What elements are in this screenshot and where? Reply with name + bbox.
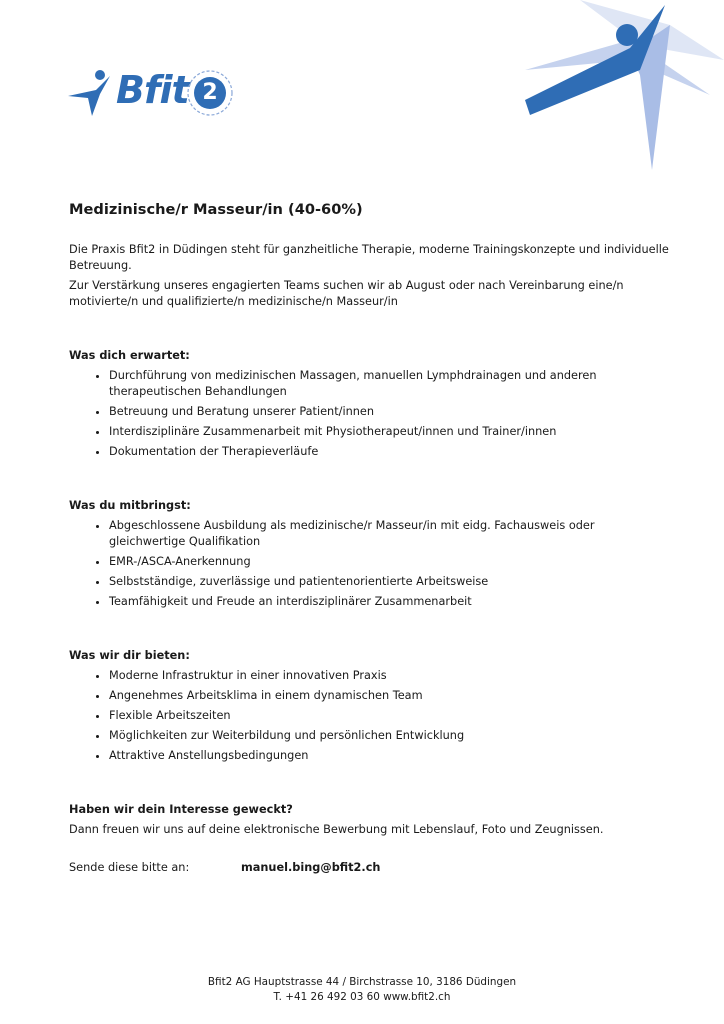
list-item: • Möglichkeiten zur Weiterbildung und persönlichen Entwicklung [109, 728, 669, 744]
logo-wordmark: Bfit [116, 68, 189, 112]
footer-address: Bfit2 AG Hauptstrasse 44 / Birchstrasse 10, 3186 Düdingen [207, 976, 517, 988]
section-heading: Was dich erwartet: [69, 349, 190, 362]
job-posting [69, 200, 669, 876]
intro-paragraph: Die Praxis Bfit2 in Düdingen steht für ganzheitliche Therapie, moderne Trainingskonzepte und individuelle Betreuung. [69, 243, 669, 272]
list-item: • EMR-/ASCA-Anerkennung [109, 554, 669, 570]
intro-paragraph: Zur Verstärkung unseres engagierten Teams suchen wir ab August oder nach Vereinbarung eine/n motivierte/n und qualifizierte/n medizinische/n Masseur/in [69, 279, 624, 308]
section-offer [69, 648, 669, 764]
list-item: • Teamfähigkeit und Freude an interdisziplinärer Zusammenarbeit [109, 594, 669, 610]
job-title: Medizinische/r Masseur/in (40-60%) [69, 201, 363, 218]
list-item: • Interdisziplinäre Zusammenarbeit mit Physiotherapeut/innen und Trainer/innen [109, 424, 669, 440]
logo-number: 2 [194, 77, 226, 109]
contact-line [69, 860, 669, 876]
footer-contact: T. +41 26 492 03 60 www.bfit2.ch [273, 991, 451, 1003]
star-figure-icon [520, 0, 724, 175]
list-item: • Flexible Arbeitszeiten [109, 708, 669, 724]
contact-email-link[interactable]: manuel.bing@bfit2.ch [241, 861, 381, 874]
list-item: • Selbstständige, zuverlässige und patientenorientierte Arbeitsweise [109, 574, 669, 590]
section-heading: Was wir dir bieten: [69, 649, 190, 662]
closing-text: Dann freuen wir uns auf deine elektronische Bewerbung mit Lebenslauf, Foto und Zeugnissen. [69, 823, 604, 836]
list-item: • Abgeschlossene Ausbildung als medizinische/r Masseur/in mit eidg. Fachausweis oder gleichwertige Qualifikation [109, 518, 669, 550]
list-item: • Betreuung und Beratung unserer Patient/innen [109, 404, 669, 420]
list-item: • Attraktive Anstellungsbedingungen [109, 748, 669, 764]
contact-label: Sende diese bitte an: [69, 861, 190, 874]
section-requirements [69, 498, 669, 610]
list-item: • Angenehmes Arbeitsklima in einem dynamischen Team [109, 688, 669, 704]
list-item: • Dokumentation der Therapieverläufe [109, 444, 669, 460]
list-item: • Durchführung von medizinischen Massagen, manuellen Lymphdrainagen und anderen therapeutischen Behandlungen [109, 368, 669, 400]
closing-heading: Haben wir dein Interesse geweckt? [69, 803, 293, 816]
bullet-list [69, 668, 669, 764]
page-footer [0, 975, 724, 1005]
section-heading: Was du mitbringst: [69, 499, 191, 512]
bullet-list [69, 518, 669, 610]
list-item: • Moderne Infrastruktur in einer innovativen Praxis [109, 668, 669, 684]
closing-section [69, 802, 669, 838]
section-expectations [69, 348, 669, 460]
person-figure-icon [66, 68, 116, 118]
bullet-list [69, 368, 669, 460]
company-logo [66, 66, 236, 122]
